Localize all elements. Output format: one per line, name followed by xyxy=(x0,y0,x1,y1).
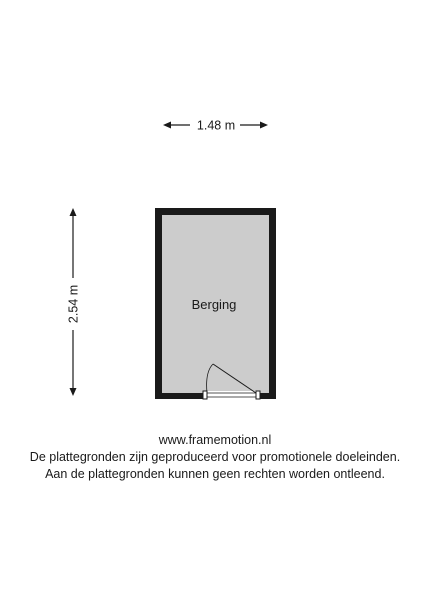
room-berging xyxy=(155,208,276,400)
height-dimension xyxy=(67,208,81,396)
room-label: Berging xyxy=(191,297,237,312)
footer-disclaimer-line1: De plattegronden zijn geproduceerd voor promotionele doeleinden. xyxy=(29,450,401,464)
height-label: 2.54 m xyxy=(66,284,81,324)
footer-url: www.framemotion.nl xyxy=(158,433,272,447)
width-dimension xyxy=(163,119,268,133)
width-label: 1.48 m xyxy=(196,118,236,133)
door-opening xyxy=(203,391,260,400)
footer-disclaimer-line2: Aan de plattegronden kunnen geen rechten worden ontleend. xyxy=(45,467,385,481)
